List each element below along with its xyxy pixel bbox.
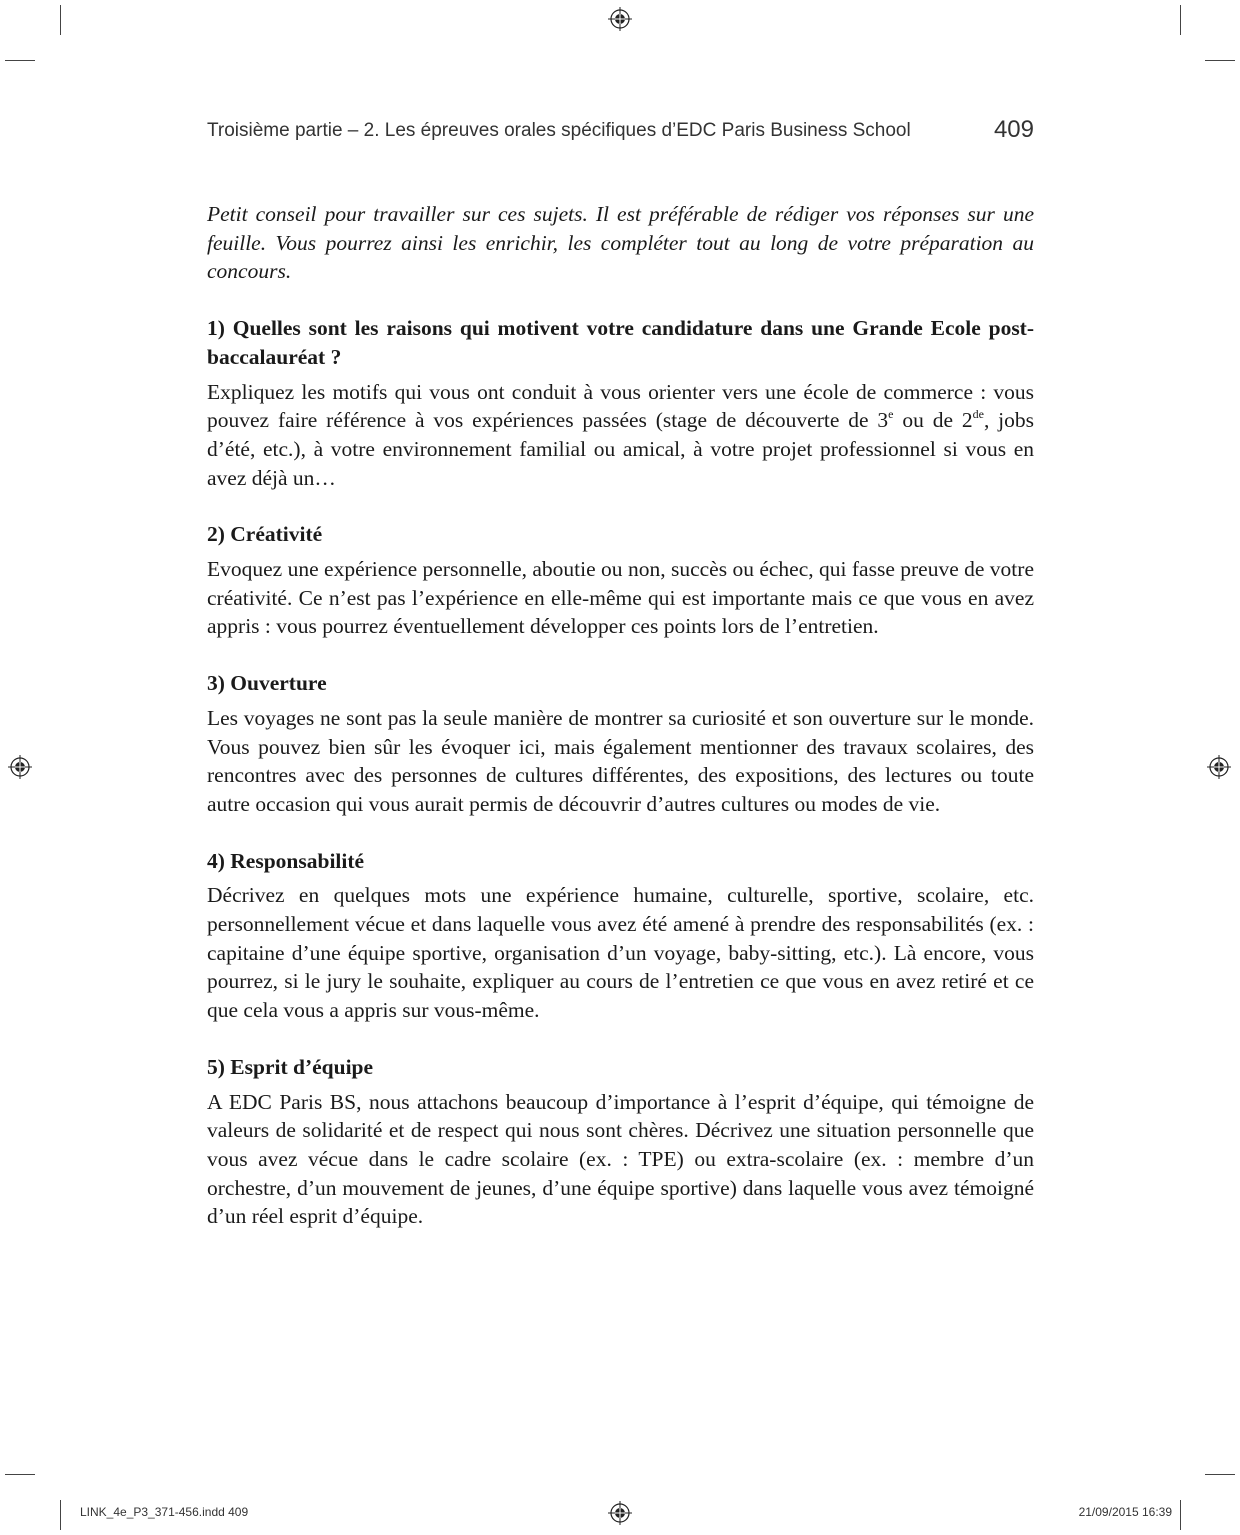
section-body: Expliquez les motifs qui vous ont conduit à vous orienter vers une école de commerce : vous pouvez faire référence à vos expériences passées (stage de découverte de 3e ou de 2de, jobs d’été, etc.), à votre environnement familial ou amical, à votre projet professionnel si vous en avez déjà un… (207, 379, 1035, 490)
section-heading: 3) Ouverture (207, 671, 327, 696)
registration-mark-icon (1207, 755, 1231, 779)
crop-mark-bottom-right-vertical (1180, 1500, 1181, 1530)
section-body: Les voyages ne sont pas la seule manière de montrer sa curiosité et son ouverture sur le monde. Vous pouvez bien sûr les évoquer ici, mais également mentionner des travaux scolaires, des rencontres avec des personnes de cultures différentes, des expositions, des lectures ou toute autre occasion qui vous aurait permis de découvrir d’autres cultures ou modes de vie. (207, 705, 1034, 816)
section-body: Décrivez en quelques mots une expérience humaine, culturelle, sportive, scolaire, etc. personnellement vécue et dans laquelle vous avez été amené à prendre des responsabilités (ex. : capitaine d’une équipe sportive, organisation d’un voyage, baby-sitting, etc.). Là encore, vous pourrez, si le jury le souhaite, expliquer au cours de l’entretien ce que vous en avez retiré et ce que cela vous a appris sur vous-même. (207, 883, 1034, 1023)
section-body: Evoquez une expérience personnelle, aboutie ou non, succès ou échec, qui fasse preuve de votre créativité. Ce n’est pas l’expérience en elle-même qui est importante mais ce que vous en avez appris : vous pourrez éventuellement développer ces points lors de l’entretien. (207, 557, 1034, 639)
section-heading: 2) Créativité (207, 522, 323, 547)
section-heading: 5) Esprit d’équipe (207, 1054, 374, 1079)
section-esprit-equipe (207, 1053, 1034, 1231)
running-head-title: Troisième partie – 2. Les épreuves orales spécifiques d’EDC Paris Business School (207, 120, 911, 141)
slug-datetime: 21/09/2015 16:39 (1078, 1505, 1172, 1519)
section-heading: 4) Responsabilité (207, 848, 365, 873)
crop-mark-bottom-left-horizontal (5, 1474, 35, 1475)
page-content (207, 200, 1034, 1259)
crop-mark-top-right-horizontal (1205, 60, 1235, 61)
section-body: A EDC Paris BS, nous attachons beaucoup d’importance à l’esprit d’équipe, qui témoigne de valeurs de solidarité et de respect qui nous sont chères. Décrivez une situation personnelle que vous avez vécue dans le cadre scolaire (ex. : TPE) ou extra-scolaire (ex. : membre d’un orchestre, d’un mouvement de jeunes, d’une équipe sportive) dans laquelle vous avez témoigné d’un réel esprit d’équipe. (207, 1089, 1034, 1229)
section-responsabilite (207, 847, 1034, 1025)
section-motivation (207, 314, 1034, 492)
intro-advice: Petit conseil pour travailler sur ces sujets. Il est préférable de rédiger vos réponses sur une feuille. Vous pourrez ainsi les enrichir, les compléter tout au long de votre préparation au concours. (207, 202, 1034, 284)
registration-mark-icon (608, 7, 632, 31)
crop-mark-top-left-horizontal (5, 60, 35, 61)
crop-mark-top-right-vertical (1180, 5, 1181, 35)
crop-mark-bottom-left-vertical (60, 1500, 61, 1530)
running-head (207, 116, 1034, 146)
slug-filename: LINK_4e_P3_371-456.indd 409 (80, 1505, 249, 1519)
section-creativite (207, 520, 1034, 641)
crop-mark-bottom-right-horizontal (1205, 1474, 1235, 1475)
registration-mark-icon (608, 1501, 632, 1525)
section-heading: 1) Quelles sont les raisons qui motivent votre candidature dans une Grande Ecole post-baccalauréat ? (207, 316, 1034, 369)
page-number: 409 (993, 116, 1034, 143)
section-ouverture (207, 669, 1034, 819)
crop-mark-top-left-vertical (60, 5, 61, 35)
registration-mark-icon (8, 755, 32, 779)
